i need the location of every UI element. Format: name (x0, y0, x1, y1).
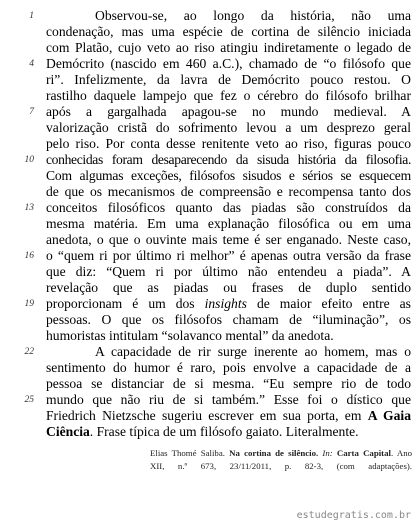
paragraph-line: condenação, mas uma espécie de cortina de silêncio iniciada (46, 24, 411, 39)
paragraph-line: sentimento do humor é raro, pois envolve a capacidade de a (46, 360, 411, 375)
citation-title: Na cortina de silêncio. (229, 448, 319, 458)
paragraph-text: proporcionam é um dos (46, 296, 195, 311)
paragraph-text: . Frase típica de um filósofo gaiato. Literalmente. (89, 424, 359, 439)
watermark: estudegratis.com.br (296, 510, 411, 521)
line-number: 22 (24, 347, 34, 357)
line-number: 10 (24, 155, 34, 165)
italic-word: insights (204, 296, 247, 311)
paragraph-line: de que os mecanismos de compreensão e recompensa tanto dos (46, 184, 411, 199)
paragraph-line: após a gargalhada apagou-se no mundo medieval. A (46, 104, 411, 119)
paragraph-line: humoristas intitulam “solavanco mental” da anedota. (46, 328, 334, 343)
paragraph-line: mesma matéria. Em uma explanação filosófica ou em uma (46, 216, 411, 231)
citation-source: Carta Capital (336, 448, 391, 458)
citation-line (150, 448, 412, 459)
paragraph-line: A capacidade de rir surge inerente ao homem, mas o (95, 344, 411, 359)
line-number: 7 (29, 107, 34, 117)
paragraph-line: anedota, o que o ouvinte mais teme é ser enganado. Neste caso, (46, 232, 411, 247)
citation-details: . Ano (390, 448, 412, 458)
paragraph-line: que diz: “Quem ri por último não entendeu a piada”. A (46, 264, 411, 279)
line-number: 16 (24, 251, 34, 261)
paragraph-text: de maior efeito entre as (256, 296, 411, 311)
line-number: 25 (24, 395, 34, 405)
citation-in-label: In: (322, 448, 333, 458)
paragraph-line: pessoa se distanciar de si mesma. “Eu sempre rio de todo (46, 376, 411, 391)
paragraph-line: conceitos filosóficos quanto das piadas são construídos da (46, 200, 411, 215)
paragraph-line: rastilho daquele lampejo que fez o cérebro do filósofo brilhar (46, 88, 411, 103)
paragraph-line: pessoas. O que os filósofos chamam de “iluminação”, os (46, 312, 411, 327)
book-title: Ciência (46, 424, 90, 439)
line-number: 4 (29, 59, 34, 69)
paragraph-line: Com algumas exceções, filósofos sisudos e sérios se esquecem (46, 168, 411, 183)
line-number: 1 (29, 11, 34, 21)
paragraph-line: revelação que as piadas ou frases de duplo sentido (46, 280, 411, 295)
line-number: 13 (24, 203, 34, 213)
paragraph-line: ri”. Infelizmente, da lavra de Demócrito pouco restou. O (46, 72, 411, 87)
paragraph-line: Demócrito (nascido em 460 a.C.), chamado de “o filósofo que (46, 56, 411, 71)
citation-author: Elias Thomé Saliba. (150, 448, 225, 458)
citation-details-line: XII, n.º 673, 23/11/2011, p. 82-3, (com adaptações). (150, 461, 412, 471)
paragraph-line (46, 408, 411, 424)
paragraph-line: conhecidas foram desaparecendo da sisuda história da filosofia. (46, 152, 411, 167)
paragraph-line (46, 296, 411, 312)
book-title: A Gaia (367, 408, 411, 423)
line-number: 19 (24, 299, 34, 309)
paragraph-text: Friedrich Nietzsche sugeriu escrever em sua porta, em (46, 408, 362, 423)
paragraph-line: com Platão, cujo veto ao riso atingiu indiretamente o legado de (46, 40, 411, 55)
paragraph-line: Observou-se, ao longo da história, não uma (95, 8, 411, 23)
paragraph-line: mundo que não riu de si também.” Esse foi o dístico que (46, 392, 411, 407)
paragraph-line: valorização cristã do sofrimento levou a um desprezo geral (46, 120, 411, 135)
paragraph-line (46, 424, 411, 440)
paragraph-line: o “quem ri por último ri melhor” é apenas outra versão da frase (46, 248, 411, 263)
paragraph-line: pelo riso. Por conta desse renitente veto ao riso, figuras pouco (46, 136, 411, 151)
